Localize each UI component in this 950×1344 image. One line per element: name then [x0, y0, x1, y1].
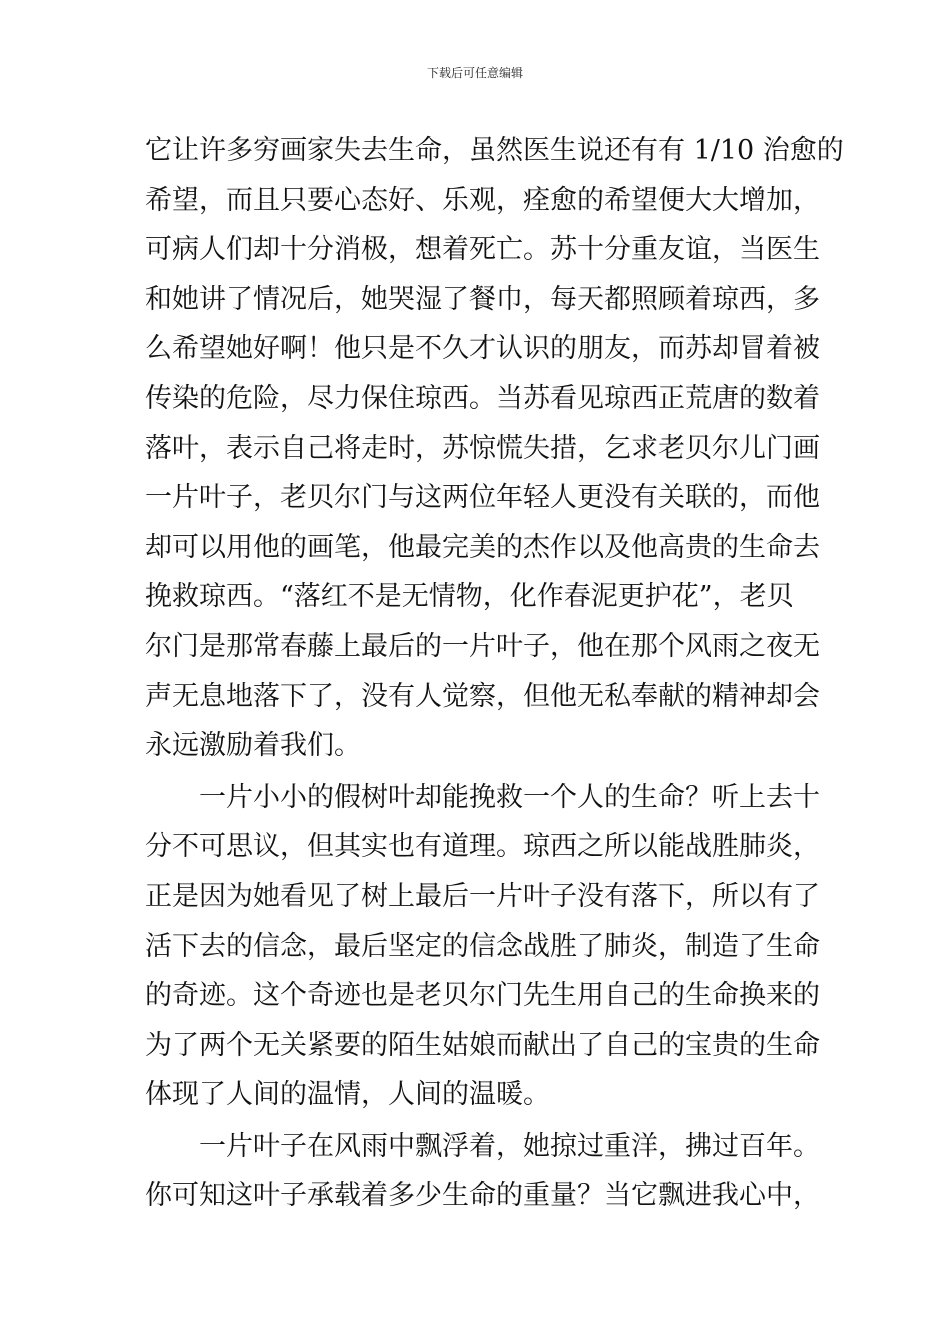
text-line: 你可知这叶子承载着多少生命的重量？当它飘进我心中，	[145, 1180, 820, 1212]
text-line: 为了两个无关紧要的陌生姑娘而献出了自己的宝贵的生命	[145, 1029, 820, 1061]
text-line: 传染的危险，尽力保住琼西。当苏看见琼西正荒唐的数着	[145, 382, 820, 414]
text-line: 一片叶子，老贝尔门与这两位年轻人更没有关联的，而他	[145, 482, 820, 514]
text-line: 体现了人间的温情，人间的温暖。	[145, 1079, 550, 1111]
paragraph-2	[145, 773, 820, 1120]
text-line: 挽救琼西。“落红不是无情物，化作春泥更护花”，老贝	[145, 581, 794, 613]
body-text	[145, 126, 844, 1221]
paragraph-3	[145, 1122, 820, 1221]
text-line: 声无息地落下了，没有人觉察，但他无私奉献的精神却会	[145, 680, 820, 712]
text-line-indented: 一片叶子在风雨中飘浮着，她掠过重洋，拂过百年。	[199, 1130, 820, 1162]
text-line: 永远激励着我们。	[145, 730, 361, 762]
text-line: 正是因为她看见了树上最后一片叶子没有落下，所以有了	[145, 880, 820, 912]
text-line: 和她讲了情况后，她哭湿了餐巾，每天都照顾着琼西，多	[145, 283, 820, 315]
text-line: 落叶，表示自己将走时，苏惊慌失措，乞求老贝尔儿门画	[145, 432, 820, 464]
text-line: 的奇迹。这个奇迹也是老贝尔门先生用自己的生命换来的	[145, 980, 820, 1012]
text-line-indented: 一片小小的假树叶却能挽救一个人的生命？听上去十	[199, 781, 820, 813]
text-line: 希望，而且只要心态好、乐观，痊愈的希望便大大增加，	[145, 184, 820, 216]
text-line: 分不可思议，但其实也有道理。琼西之所以能战胜肺炎，	[145, 831, 820, 863]
page-header: 下载后可任意编辑	[426, 66, 523, 80]
text-line: 么希望她好啊！他只是不久才认识的朋友，而苏却冒着被	[145, 333, 820, 365]
text-line: 活下去的信念，最后坚定的信念战胜了肺炎，制造了生命	[145, 930, 820, 962]
text-line: 尔门是那常春藤上最后的一片叶子，他在那个风雨之夜无	[145, 630, 820, 662]
text-line: 它让许多穷画家失去生命，虽然医生说还有有 1/10 治愈的	[145, 135, 844, 166]
text-line: 可病人们却十分消极，想着死亡。苏十分重友谊，当医生	[145, 234, 820, 266]
text-line: 却可以用他的画笔，他最完美的杰作以及他高贵的生命去	[145, 531, 820, 563]
paragraph-1	[145, 126, 844, 771]
